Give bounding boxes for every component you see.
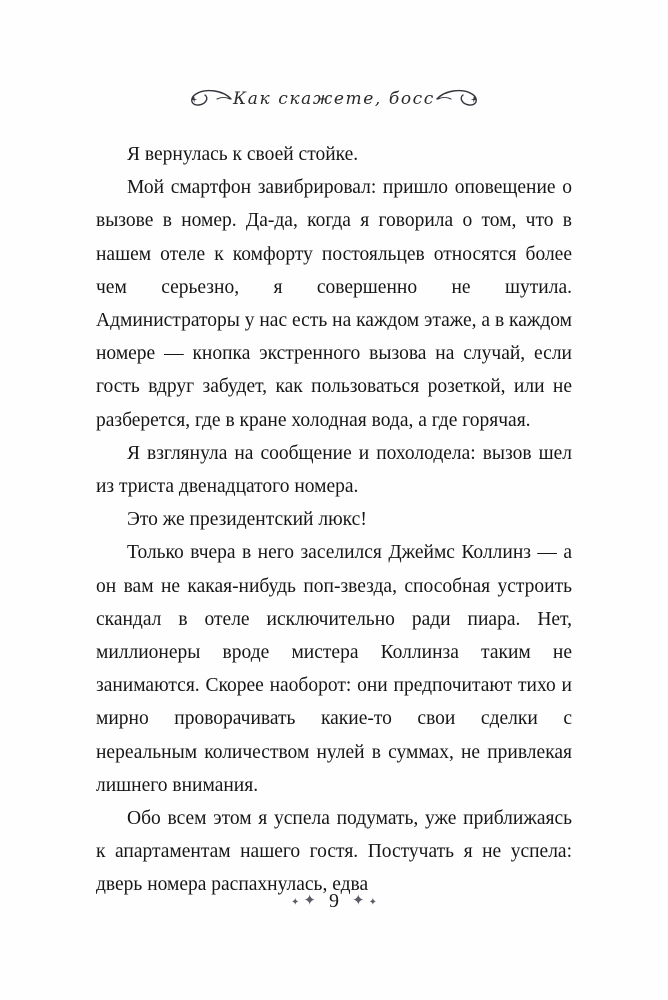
page-footer [0, 880, 668, 922]
comet-swirl-right-icon [435, 84, 481, 114]
chapter-running-head [0, 72, 668, 126]
four-point-star-icon: ✦ [352, 892, 365, 909]
paragraph: Только вчера в него заселился Джеймс Коллинз — а он вам не какая-нибудь поп-звезда, способная устроить скандал в отеле исключительно ради пиара. Нет, миллионеры вроде мистера Коллинза таким не занимаются. Скорее наоборот: они предпочитают тихо и мирно проворачивать какие-то свои сделки с нереальным количеством нулей в суммах, не привлекая лишнего внимания. [96, 542, 572, 796]
footer-star-ornament-right [352, 894, 377, 909]
running-title: Как скажете, босс [233, 89, 435, 109]
paragraph: Это же президентский люкс! [127, 509, 367, 531]
footer-star-ornament-left [291, 894, 316, 909]
body-text [96, 138, 572, 902]
comet-swirl-left-icon [187, 84, 233, 114]
four-point-star-icon: ✦ [368, 896, 377, 908]
paragraph: Я вернулась к своей стойке. [127, 144, 359, 165]
paragraph: Мой смартфон завибрировал: пришло оповещение о вызове в номер. Да-да, когда я говорила о том, что в нашем отеле к комфорту постояльцев относятся более чем серьезно, я совершенно не шутила. Администраторы у нас есть на каждом этаже, а в каждом номере — кнопка экстренного вызова на случай, если гость вдруг забудет, как пользоваться розеткой, или не разберется, где в кране холодная вода, а где горячая. [96, 177, 572, 431]
paragraph: Я взглянула на сообщение и похолодела: вызов шел из триста двенадцатого номера. [96, 442, 572, 498]
four-point-star-icon: ✦ [291, 896, 300, 908]
page-number: 9 [329, 889, 339, 912]
paragraph: Обо всем этом я успела подумать, уже приближаясь к апартаментам нашего гостя. Постучать я не успела: дверь номера распахнулась, едва [96, 808, 572, 896]
four-point-star-icon: ✦ [303, 892, 316, 909]
